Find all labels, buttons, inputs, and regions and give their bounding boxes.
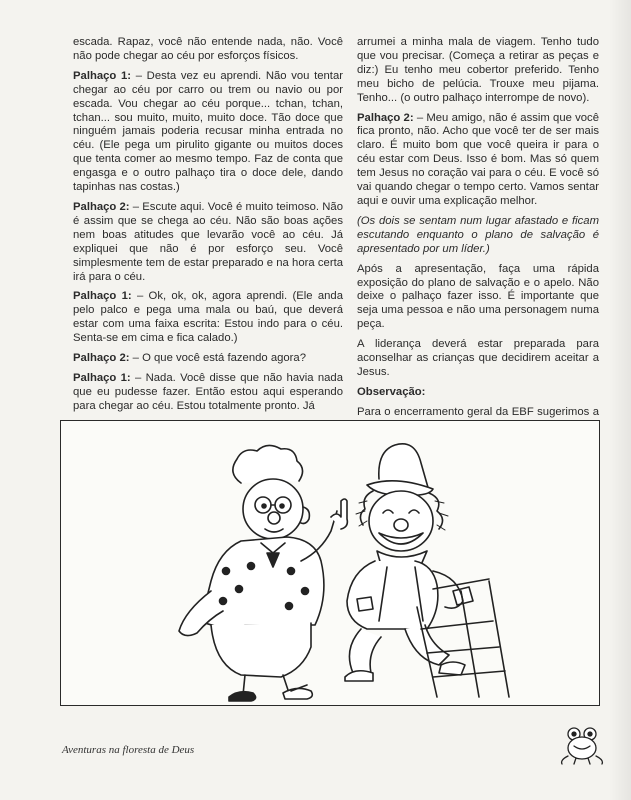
speaker-label: Palhaço 2: <box>73 200 130 213</box>
clown-left-figure <box>179 445 347 701</box>
stage-direction: (Os dois se sentam num lugar afastado e ficam escutando enquanto o plano de salvação é apresentado por um líder.) <box>357 214 599 255</box>
paragraph-3: Palhaço 1: – Ok, ok, ok, agora aprendi. (Ele anda pelo palco e pega uma mala ou baú, que deverá estar com uma faixa escrita: Estou indo para o céu. Senta-se em cima e fica calado.) <box>73 290 343 345</box>
observation-heading: Observação: <box>357 385 426 398</box>
right-text-column <box>357 36 599 453</box>
clown-right-figure <box>345 444 473 681</box>
book-title-footer: Aventuras na floresta de Deus <box>62 744 195 756</box>
speaker-label: Palhaço 1: <box>73 371 131 384</box>
intro-paragraph: arrumei a minha mala de viagem. Tenho tudo que vou precisar. (Começa a retirar as peças e diz:) Eu tenho meu cobertor preferido. Tenho meu bicho de pelúcia. Trouxe meu pijama. Tenho... (o outro palhaço interrompe de novo). <box>357 36 599 104</box>
page-edge-shadow <box>609 0 631 800</box>
paragraph-5: Palhaço 1: – Nada. Você disse que não havia nada que eu pudesse fazer. Então estou aqui esperando para chegar ao céu. Estou totalmente pronto. Já <box>73 371 343 412</box>
speaker-label: Palhaço 2: <box>73 352 130 365</box>
observation-text: Para o encerramento geral da EBF sugerimos a <box>357 405 599 418</box>
speaker-label: Palhaço 1: <box>73 290 132 303</box>
speaker-label: Palhaço 1: <box>73 69 132 82</box>
paragraph-1: Palhaço 1: – Desta vez eu aprendi. Não vou tentar chegar ao céu por carro ou trem ou navio ou por escada. Vou chegar ao céu porque... tchan, tchan, tchan... sou muito, muito, muito doce. Tão doce que ninguém jamais poderia recusar minha entrada no céu. (Ele pega um pirulito gigante ou muitos doces que tenta comer ao mesmo tempo. Faz de conta que engasga e o outro palhaço tira o doce dele, dando tapinhas nas costas.) <box>73 69 343 194</box>
speech-paragraph: Palhaço 2: – Meu amigo, não é assim que você fica pronto, não. Acho que você ter de ser mais claro. É muito bom que você queira ir para o céu estar com Deus. Isso é bom. Mas só quem tem Jesus no coração vai para o céu. E você só vai quando chegar o tempo certo. Vamos sentar aqui e ouvir uma explicação melhor. <box>357 111 599 207</box>
frog-logo-icon <box>558 722 606 766</box>
two-clowns-illustration <box>61 421 598 704</box>
illustration-frame <box>60 420 600 706</box>
paragraph-2: Palhaço 2: – Escute aqui. Você é muito teimoso. Não é assim que se chega ao céu. Não são boas ações nem boas atitudes que levarão você ao céu. Já expliquei que não é por esforço seu. Você simplesmente tem de estar preparado e na hora certa irá para o céu. <box>73 200 343 283</box>
paragraph-4: Palhaço 2: – O que você está fazendo agora? <box>73 352 306 365</box>
left-text-column <box>73 36 343 420</box>
paragraph-0: escada. Rapaz, você não entende nada, não. Você não pode chegar ao céu por esforços físicos. <box>73 36 343 62</box>
instruction-paragraph-1: Após a apresentação, faça uma rápida exposição do plano de salvação e o apelo. Não deixe o palhaço fazer isso. É importante que seja uma pessoa e não uma personagem numa peça. <box>357 262 599 331</box>
speaker-label: Palhaço 2: <box>357 111 414 124</box>
instruction-paragraph-2: A liderança deverá estar preparada para aconselhar as crianças que decidirem aceitar a Jesus. <box>357 338 599 378</box>
